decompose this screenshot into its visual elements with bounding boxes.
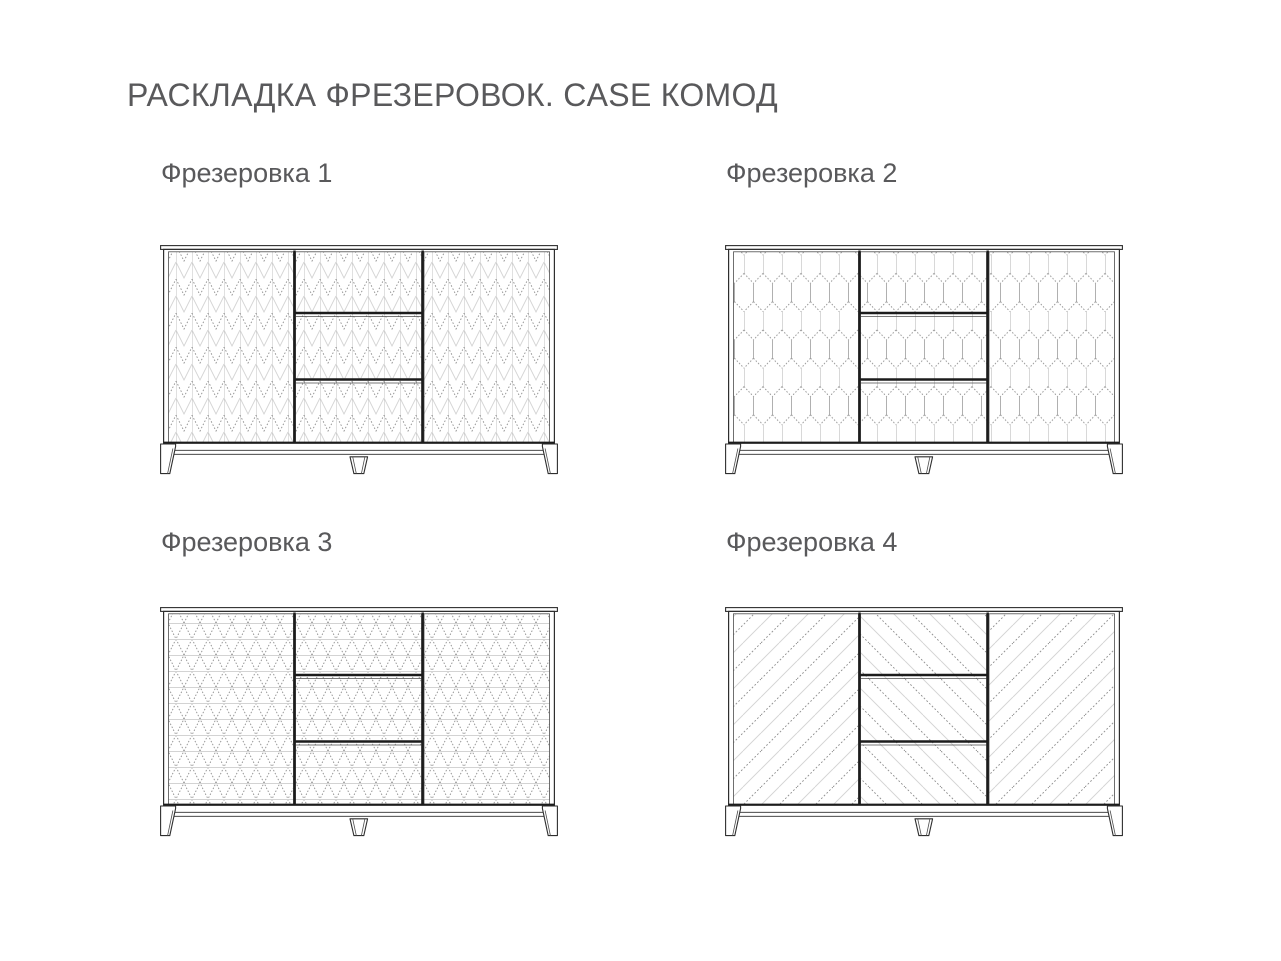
drawer-stack xyxy=(861,614,987,805)
left-leg xyxy=(726,806,741,836)
legs xyxy=(161,444,558,474)
drawer-stack xyxy=(861,252,987,443)
left-leg xyxy=(161,444,176,474)
cabinet-drawing-1 xyxy=(160,245,558,475)
right-door xyxy=(989,614,1115,805)
page-title: РАСКЛАДКА ФРЕЗЕРОВОК. CASE КОМОД xyxy=(127,77,778,113)
drawer-stack xyxy=(296,614,422,805)
variant-label-3: Фрезеровка 3 xyxy=(161,527,333,557)
legs xyxy=(161,806,558,836)
center-leg xyxy=(915,457,933,474)
right-leg xyxy=(542,806,557,836)
left-door xyxy=(734,614,859,805)
legs xyxy=(726,806,1123,836)
center-leg xyxy=(350,457,368,474)
variant-label-4: Фрезеровка 4 xyxy=(726,527,898,557)
right-door xyxy=(424,252,550,443)
right-leg xyxy=(542,444,557,474)
cabinet-drawing-2 xyxy=(725,245,1123,475)
cabinet-drawing-3 xyxy=(160,607,558,837)
right-leg xyxy=(1107,444,1122,474)
cabinet-drawing-4 xyxy=(725,607,1123,837)
legs xyxy=(726,444,1123,474)
right-door xyxy=(424,614,550,805)
variant-label-2: Фрезеровка 2 xyxy=(726,158,898,188)
left-leg xyxy=(161,806,176,836)
center-leg xyxy=(350,819,368,836)
drawer-stack xyxy=(296,252,422,443)
left-door xyxy=(169,614,294,805)
right-door xyxy=(989,252,1115,443)
left-door xyxy=(169,252,294,443)
variant-label-1: Фрезеровка 1 xyxy=(161,158,333,188)
right-leg xyxy=(1107,806,1122,836)
left-door xyxy=(734,252,859,443)
left-leg xyxy=(726,444,741,474)
center-leg xyxy=(915,819,933,836)
